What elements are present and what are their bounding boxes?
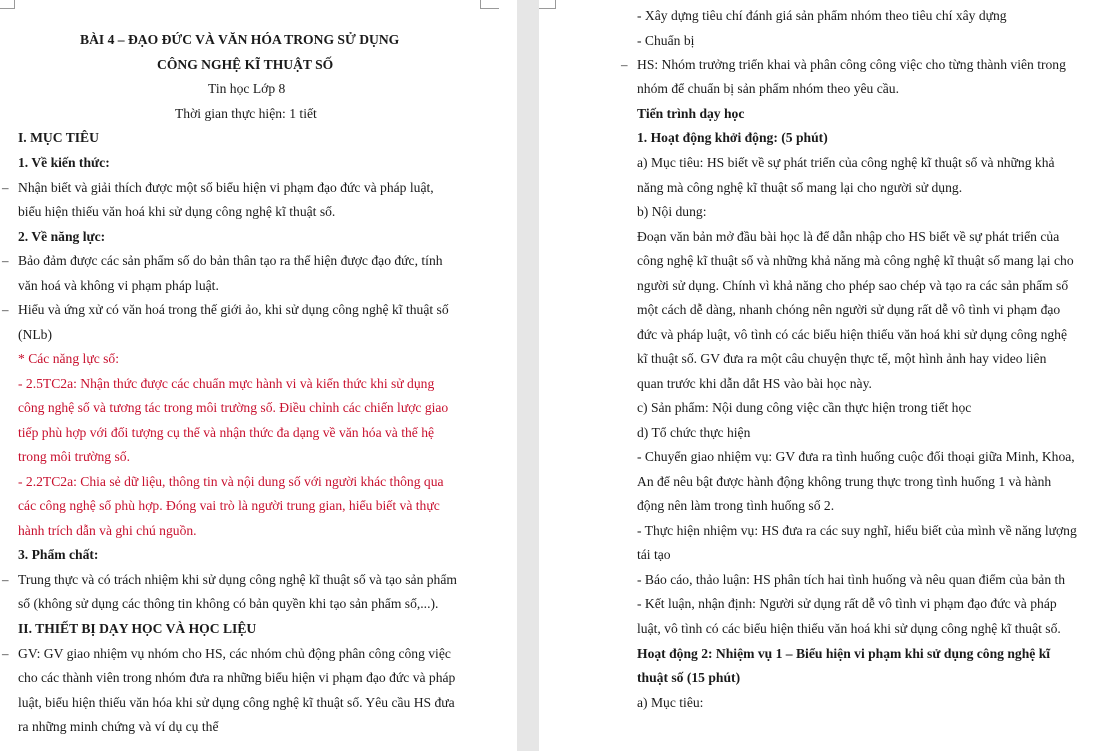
paragraph-line: - Báo cáo, thảo luận: HS phân tích hai tình huống và nêu quan điểm của bản th	[637, 572, 1066, 587]
paragraph-line: cho các thành viên trong nhóm đưa ra những biểu hiện vi phạm đạo đức và pháp	[18, 670, 456, 685]
paragraph-line: luật, biểu hiện thiếu văn hóa khi sử dụng công nghệ kĩ thuật số. Yêu cầu HS đưa	[18, 695, 455, 710]
margin-corner-mark	[480, 0, 499, 9]
heading-hoat-dong-2-line2: thuật số (15 phút)	[637, 670, 741, 685]
bullet-dash: –	[2, 253, 9, 268]
paragraph-line: công nghệ kĩ thuật số và những khả năng mà công nghệ kĩ thuật số mang lại cho	[637, 253, 1074, 268]
paragraph-line: văn hoá và không vi phạm pháp luật.	[18, 278, 219, 293]
paragraph-line: luật, vô tình có các biểu hiện thiếu văn hoá khi sử dụng công nghệ kĩ thuật số.	[637, 621, 1061, 636]
lesson-title: BÀI 4 – ĐẠO ĐỨC VÀ VĂN HÓA TRONG SỬ DỤNG	[80, 32, 400, 47]
paragraph-line: - Thực hiện nhiệm vụ: HS đưa ra các suy nghĩ, hiểu biết của mình về năng lượng	[637, 523, 1077, 538]
heading-thiet-bi: II. THIẾT BỊ DẠY HỌC VÀ HỌC LIỆU	[18, 621, 257, 636]
paragraph-line: đức và pháp luật, vô tình có các biểu hiện thiếu văn hoá khi sử dụng công nghệ	[637, 327, 1067, 342]
paragraph-line: d) Tổ chức thực hiện	[637, 425, 751, 440]
paragraph-line: - Chuẩn bị	[637, 33, 695, 48]
digital-competency-heading: * Các năng lực số:	[18, 351, 119, 366]
digital-competency-line: hành trích dẫn và ghi chú nguồn.	[18, 523, 197, 538]
margin-corner-mark	[539, 0, 556, 9]
heading-muc-tieu: I. MỤC TIÊU	[18, 130, 99, 145]
heading-hoat-dong-2: Hoạt động 2: Nhiệm vụ 1 – Biểu hiện vi phạm khi sử dụng công nghệ kĩ	[637, 646, 1051, 661]
paragraph-line: Đoạn văn bản mở đầu bài học là để dẫn nhập cho HS biết về sự phát triển của	[637, 229, 1060, 244]
lesson-title-line2: CÔNG NGHỆ KĨ THUẬT SỐ	[157, 57, 334, 72]
paragraph-line: năng mà công nghệ kĩ thuật số mang lại cho người sử dụng.	[637, 180, 963, 195]
paragraph-line: số (không sử dụng các thông tin không có bản quyền khi tạo sản phẩm số,...).	[18, 596, 439, 611]
paragraph-line: - Kết luận, nhận định: Người sử dụng rất dễ vô tình vi phạm đạo đức và pháp	[637, 596, 1057, 611]
paragraph-line: - Xây dựng tiêu chí đánh giá sản phẩm nhóm theo tiêu chí xây dựng	[637, 8, 1007, 23]
paragraph-line: Trung thực và có trách nhiệm khi sử dụng công nghệ kĩ thuật số và tạo sản phẩm	[18, 572, 457, 587]
paragraph-line: c) Sản phẩm: Nội dung công việc cần thực hiện trong tiết học	[637, 400, 972, 415]
paragraph-line: GV: GV giao nhiệm vụ nhóm cho HS, các nhóm chủ động phân công công việc	[18, 646, 451, 661]
bullet-dash: –	[621, 57, 628, 72]
document-page-right	[539, 0, 1113, 751]
margin-corner-mark	[0, 0, 15, 9]
digital-competency-line: các công nghệ số phù hợp. Đóng vai trò là người trung gian, hiểu biết và thực	[18, 498, 440, 513]
digital-competency-line: trong môi trường số.	[18, 449, 130, 464]
paragraph-line: biểu hiện thiếu văn hoá khi sử dụng công nghệ kĩ thuật số.	[18, 204, 336, 219]
document-page-left	[0, 0, 517, 751]
paragraph-line: a) Mục tiêu: HS biết về sự phát triển của công nghệ kĩ thuật số và những khả	[637, 155, 1055, 170]
paragraph-line: người sử dụng. Chính vì khả năng cho phép sao chép và tạo ra các sản phẩm số	[637, 278, 1069, 293]
paragraph-line: b) Nội dung:	[637, 204, 707, 219]
digital-competency-line: tiếp phù hợp với đối tượng cụ thể và nhận thức đa dạng về văn hóa và thế hệ	[18, 425, 435, 440]
heading-hoat-dong-1: 1. Hoạt động khởi động: (5 phút)	[637, 130, 828, 145]
heading-nang-luc: 2. Về năng lực:	[18, 229, 106, 244]
bullet-dash: –	[2, 180, 9, 195]
paragraph-line: quan trước khi dẫn dắt HS vào bài học này.	[637, 376, 872, 391]
paragraph-line: một cách dễ dàng, nhanh chóng nên người sử dụng rất dễ vô tình vi phạm đạo	[637, 302, 1061, 317]
heading-kien-thuc: 1. Về kiến thức:	[18, 155, 110, 170]
paragraph-line: An để nêu bật được hành động không trung thực trong tình huống 1 và hành	[637, 474, 1052, 489]
bullet-dash: –	[2, 646, 9, 661]
bullet-dash: –	[2, 302, 9, 317]
subject-label: Tin học Lớp 8	[208, 81, 286, 96]
duration-label: Thời gian thực hiện: 1 tiết	[175, 106, 317, 121]
paragraph-line: Nhận biết và giải thích được một số biểu hiện vi phạm đạo đức và pháp luật,	[18, 180, 434, 195]
paragraph-line: Hiểu và ứng xử có văn hoá trong thế giới ảo, khi sử dụng công nghệ kĩ thuật số	[18, 302, 449, 317]
paragraph-line: HS: Nhóm trưởng triển khai và phân công công việc cho từng thành viên trong	[637, 57, 1066, 72]
paragraph-line: ra những minh chứng và ví dụ cụ thể	[18, 719, 219, 734]
paragraph-line: Bảo đảm được các sản phẩm số do bản thân tạo ra thể hiện được đạo đức, tính	[18, 253, 443, 268]
paragraph-line: nhóm để chuẩn bị sản phẩm nhóm theo yêu cầu.	[637, 81, 899, 96]
paragraph-line: (NLb)	[18, 327, 52, 342]
page-gutter	[517, 0, 539, 751]
digital-competency-line: - 2.2TC2a: Chia sẻ dữ liệu, thông tin và nội dung số với người khác thông qua	[18, 474, 444, 489]
paragraph-line: động nên làm trong tình huống số 2.	[637, 498, 835, 513]
heading-tien-trinh: Tiến trình dạy học	[637, 106, 745, 121]
paragraph-line: kĩ thuật số. GV đưa ra một câu chuyện thực tế, một hình ảnh hay video liên	[637, 351, 1047, 366]
paragraph-line: tái tạo	[637, 547, 671, 562]
paragraph-line: - Chuyển giao nhiệm vụ: GV đưa ra tình huống cuộc đối thoại giữa Minh, Khoa,	[637, 449, 1075, 464]
bullet-dash: –	[2, 572, 9, 587]
digital-competency-line: công nghệ số và tương tác trong môi trường số. Điều chỉnh các chiến lược giao	[18, 400, 449, 415]
heading-pham-chat: 3. Phẩm chất:	[18, 547, 99, 562]
paragraph-line: a) Mục tiêu:	[637, 695, 704, 710]
digital-competency-line: - 2.5TC2a: Nhận thức được các chuẩn mực hành vi và kiến thức khi sử dụng	[18, 376, 435, 391]
